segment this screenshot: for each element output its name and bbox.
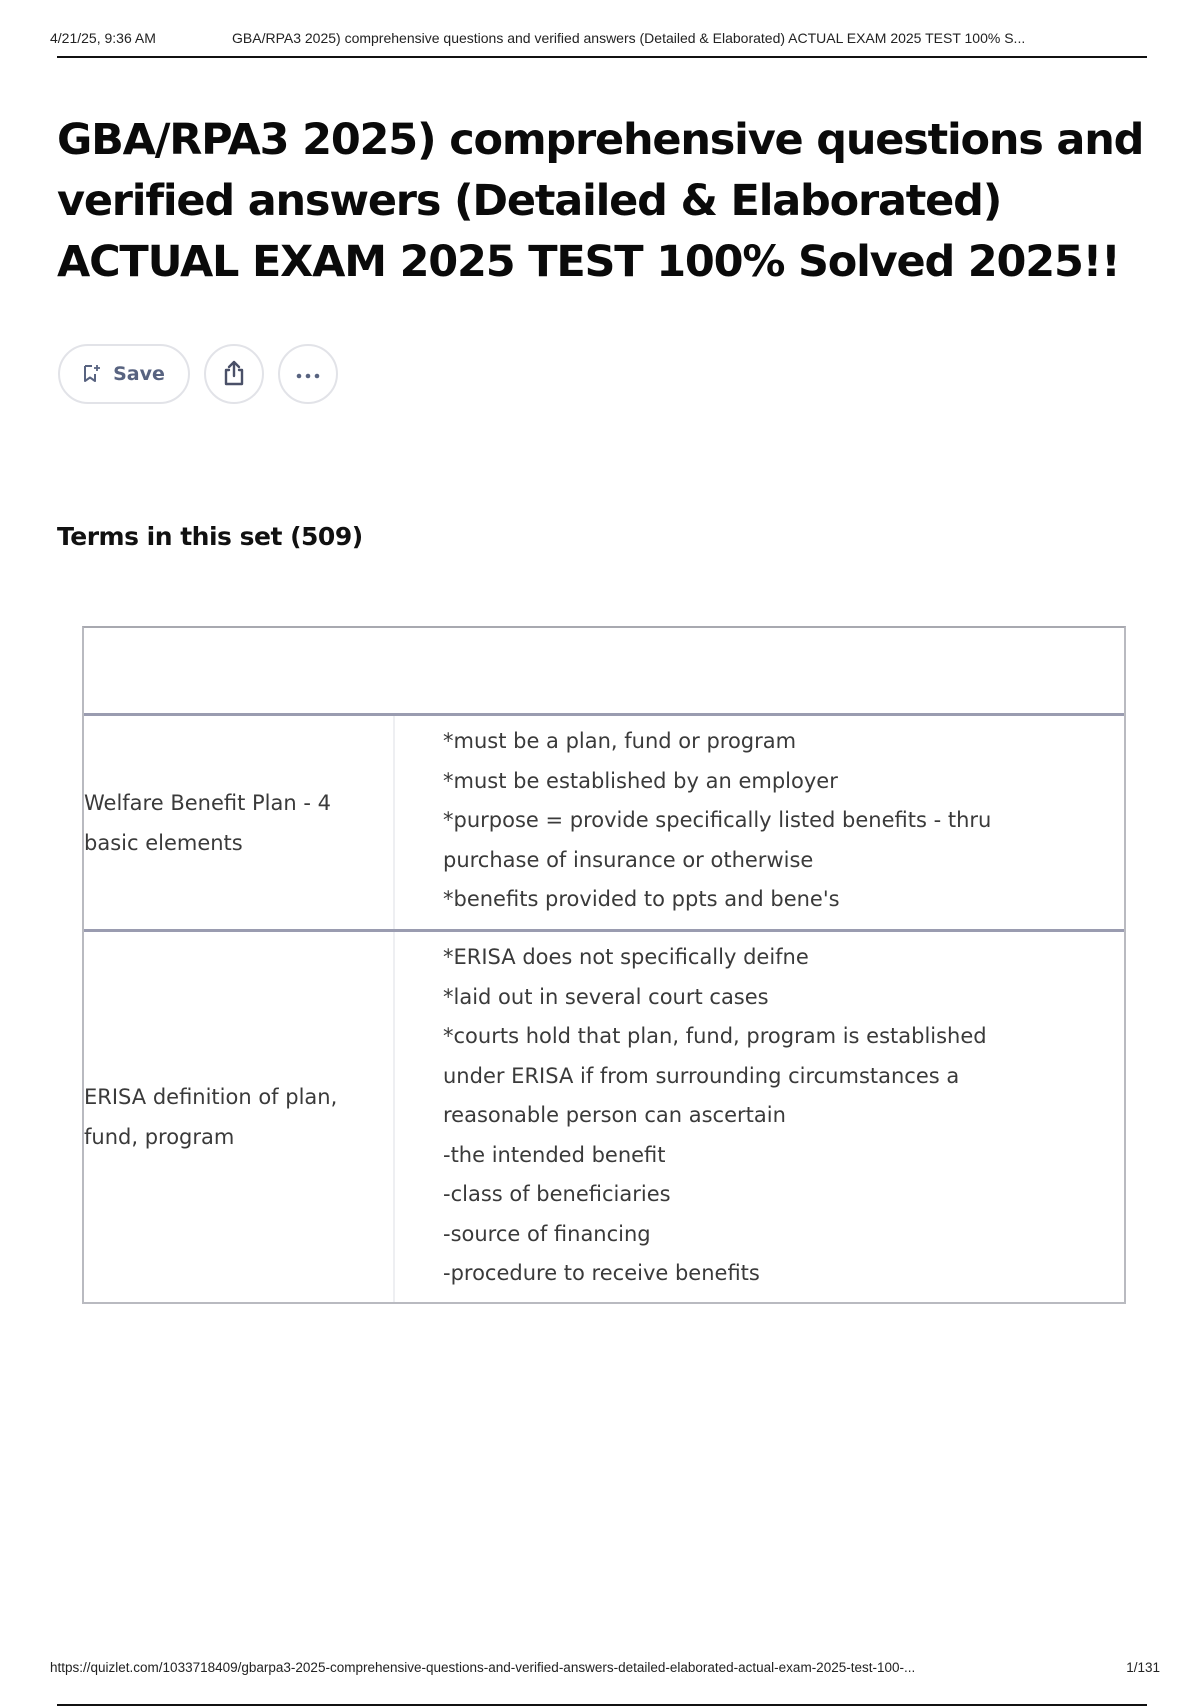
save-label: Save (113, 363, 165, 385)
term-cell: ERISA definition of plan, fund, program (84, 932, 395, 1302)
definition-line: *courts hold that plan, fund, program is established (443, 1024, 987, 1048)
definition-line: *must be established by an employer (443, 768, 838, 793)
definition-line: *benefits provided to ppts and bene's (443, 887, 840, 911)
table-header-blank (84, 628, 1124, 716)
page-indicator: 1/131 (1126, 1660, 1160, 1675)
bookmark-plus-icon (83, 363, 101, 386)
header-rule (57, 56, 1147, 58)
definition-line: -source of financing (443, 1221, 651, 1246)
term-cell: Welfare Benefit Plan - 4 basic elements (84, 716, 395, 929)
definition-line: *laid out in several court cases (443, 984, 769, 1009)
definition-line: reasonable person can ascertain (443, 1103, 786, 1127)
share-icon (221, 359, 247, 390)
save-button[interactable] (58, 344, 190, 404)
print-date-time: 4/21/25, 9:36 AM (50, 30, 156, 46)
share-button[interactable] (204, 344, 264, 404)
term-card-row (84, 929, 1124, 1302)
term-card-row (84, 716, 1124, 929)
definition-line: -class of beneficiaries (443, 1182, 671, 1206)
terms-count-heading: Terms in this set (509) (57, 522, 363, 551)
page-url: https://quizlet.com/1033718409/gbarpa3-2025-comprehensive-questions-and-verified-answers-detailed-elaborated-actual-exam-2025-test-100-... (50, 1660, 916, 1675)
definition-line: purchase of insurance or otherwise (443, 847, 814, 872)
definition-line: under ERISA if from surrounding circumstances a (443, 1063, 960, 1088)
definition-cell (395, 716, 1124, 929)
definition-line: *ERISA does not specifically deifne (443, 945, 809, 969)
definition-line: -procedure to receive benefits (443, 1261, 760, 1285)
definition-cell (395, 932, 1124, 1302)
print-document-title: GBA/RPA3 2025) comprehensive questions and verified answers (Detailed & Elaborated) ACTUAL EXAM 2025 TEST 100% S... (232, 30, 1026, 46)
more-options-button[interactable] (278, 344, 338, 404)
terms-table (82, 626, 1126, 1304)
set-actions (58, 344, 338, 404)
definition-line: *purpose = provide specifically listed benefits - thru (443, 808, 992, 832)
definition-line: *must be a plan, fund or program (443, 729, 797, 753)
definition-line: -the intended benefit (443, 1142, 666, 1167)
page-title: GBA/RPA3 2025) comprehensive questions and verified answers (Detailed & Elaborated) ACTUAL EXAM 2025 TEST 100% Solved 2025!! (57, 115, 1144, 287)
more-horizontal-icon (295, 367, 321, 382)
